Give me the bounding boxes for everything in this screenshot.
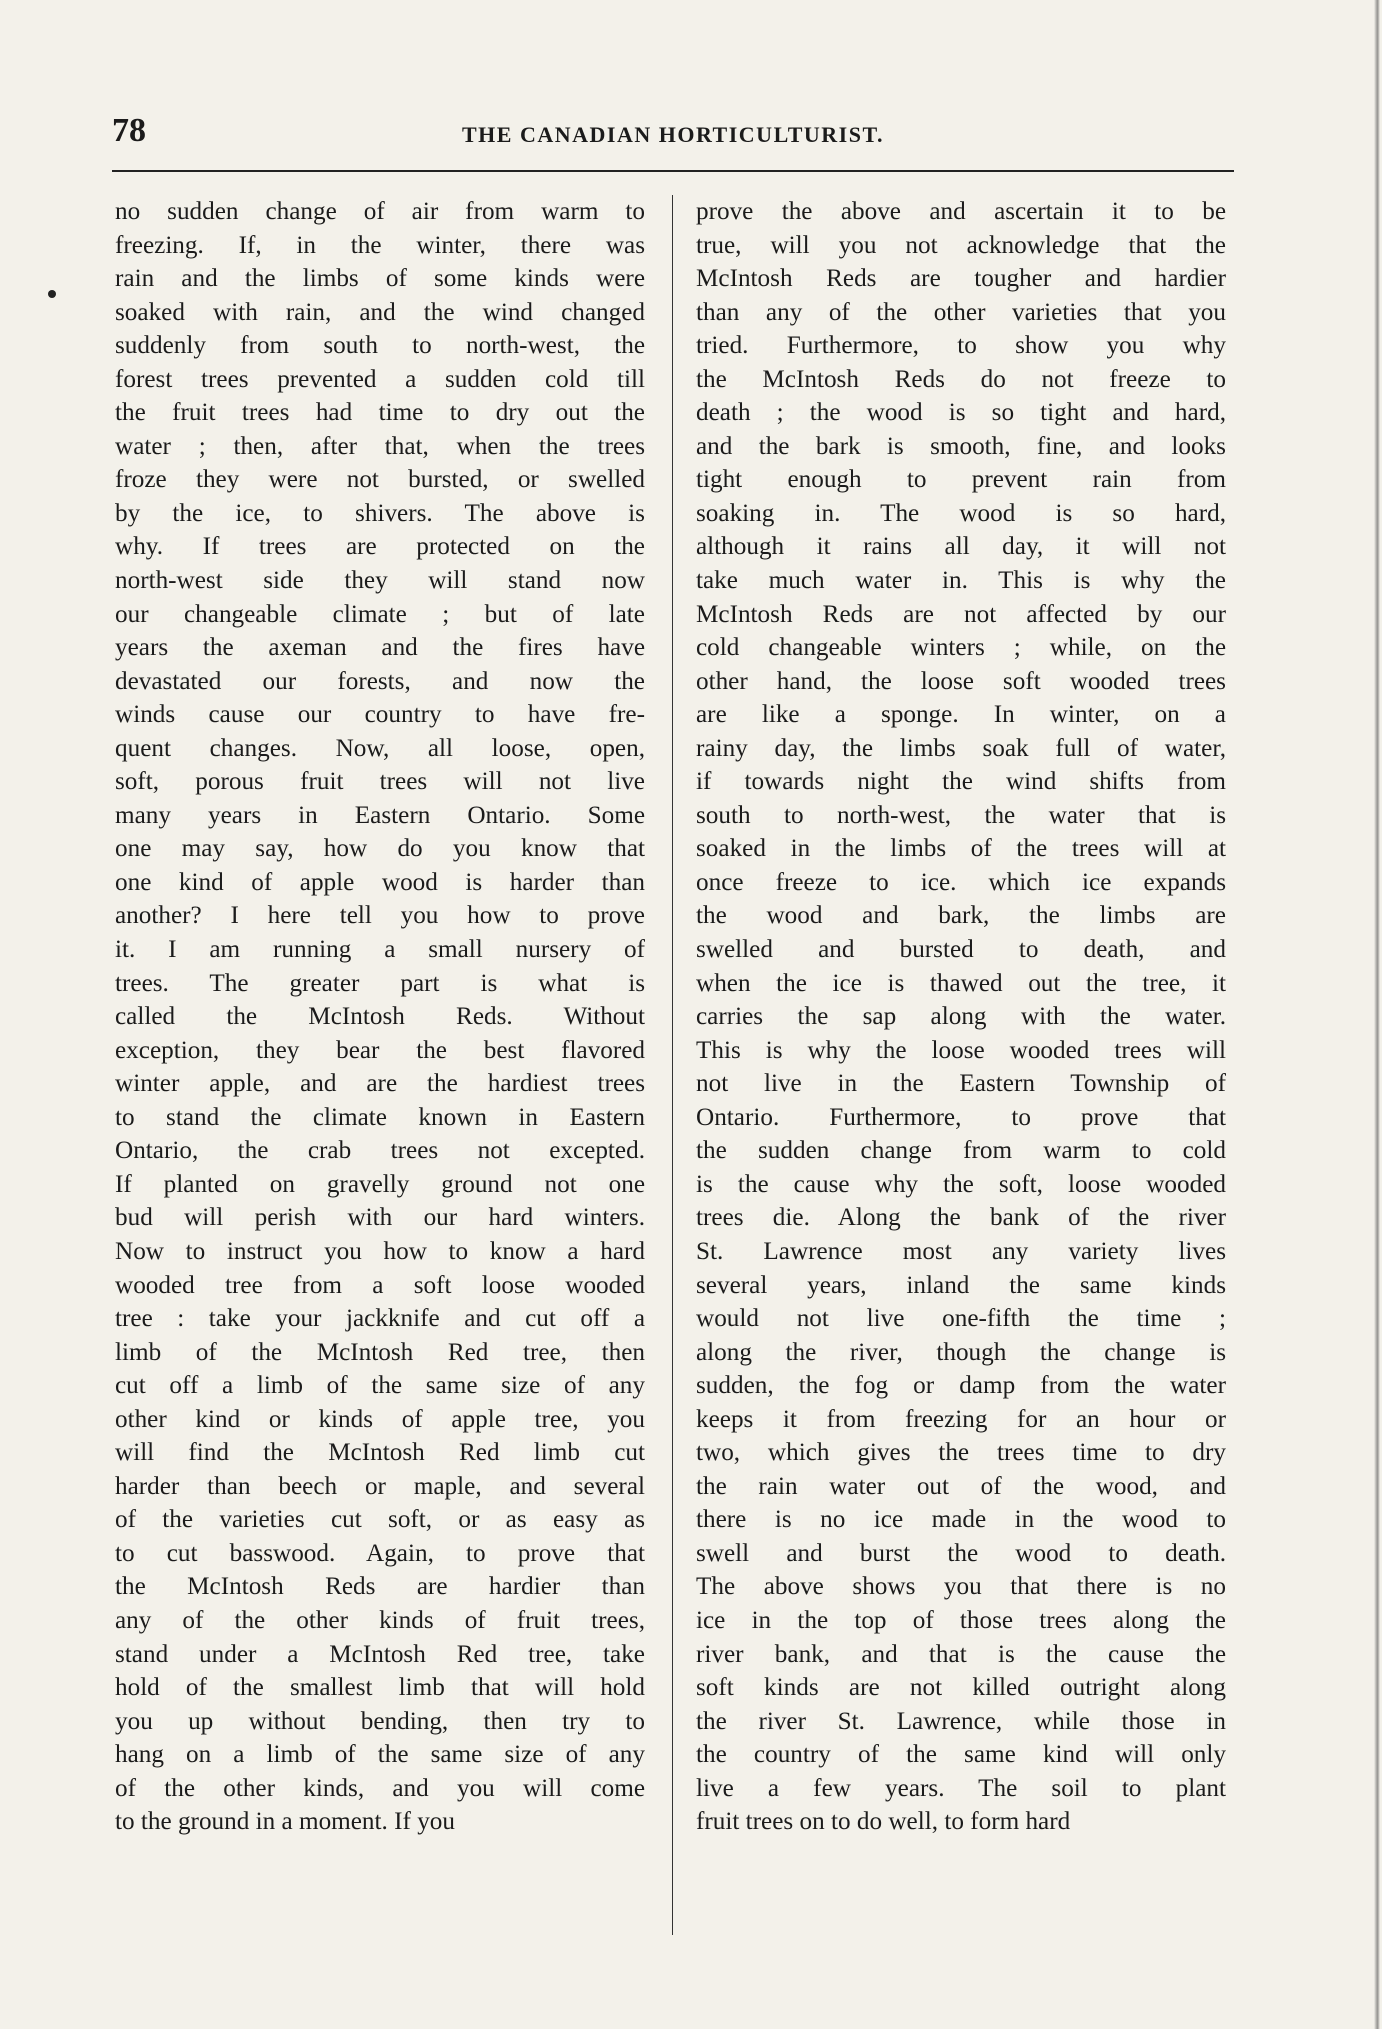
text-line: rainy day, the limbs soak full of water, <box>696 734 1226 762</box>
text-line: to the ground in a moment. If you <box>115 1808 455 1836</box>
text-line: take much water in. This is why the <box>696 567 1226 595</box>
running-title: THE CANADIAN HORTICULTURIST. <box>461 122 885 147</box>
header-rule <box>112 170 1234 172</box>
ink-speck <box>48 290 56 298</box>
text-line: the rain water out of the wood, and <box>696 1472 1226 1500</box>
text-line: soft, porous fruit trees will not live <box>115 768 645 796</box>
text-line: tight enough to prevent rain from <box>696 466 1226 494</box>
text-line: bud will perish with our hard winters. <box>115 1204 645 1232</box>
text-line: trees die. Along the bank of the river <box>696 1204 1226 1232</box>
page-header <box>112 112 1234 156</box>
text-line: freezing. If, in the winter, there was <box>115 231 645 259</box>
text-line: you up without bending, then try to <box>115 1707 645 1735</box>
text-line: wooded tree from a soft loose wooded <box>115 1271 645 1299</box>
text-line: any of the other kinds of fruit trees, <box>115 1606 645 1634</box>
text-line: are like a sponge. In winter, on a <box>696 701 1226 729</box>
text-line: the McIntosh Reds are hardier than <box>115 1573 645 1601</box>
text-line: soft kinds are not killed outright along <box>696 1674 1226 1702</box>
text-line: Now to instruct you how to know a hard <box>115 1237 645 1265</box>
text-line: exception, they bear the best flavored <box>115 1036 645 1064</box>
text-line: of the varieties cut soft, or as easy as <box>115 1506 645 1534</box>
column-divider <box>672 195 673 1935</box>
text-line: the wood and bark, the limbs are <box>696 902 1226 930</box>
text-line: will find the McIntosh Red limb cut <box>115 1439 645 1467</box>
text-line: two, which gives the trees time to dry <box>696 1439 1226 1467</box>
text-line: it. I am running a small nursery of <box>115 936 645 964</box>
text-line: if towards night the wind shifts from <box>696 768 1226 796</box>
text-line: soaked with rain, and the wind changed <box>115 298 645 326</box>
text-line: although it rains all day, it will not <box>696 533 1226 561</box>
text-line: river bank, and that is the cause the <box>696 1640 1226 1668</box>
text-line: trees. The greater part is what is <box>115 969 645 997</box>
text-line: is the cause why the soft, loose wooded <box>696 1170 1226 1198</box>
text-line: If planted on gravelly ground not one <box>115 1170 645 1198</box>
text-line: another? I here tell you how to prove <box>115 902 645 930</box>
text-line: This is why the loose wooded trees will <box>696 1036 1226 1064</box>
text-line: rain and the limbs of some kinds were <box>115 265 645 293</box>
text-line: one may say, how do you know that <box>115 835 645 863</box>
text-line: and the bark is smooth, fine, and looks <box>696 432 1226 460</box>
text-line: to cut basswood. Again, to prove that <box>115 1539 645 1567</box>
text-line: the McIntosh Reds do not freeze to <box>696 365 1226 393</box>
page-number: 78 <box>112 112 146 149</box>
text-line: the sudden change from warm to cold <box>696 1137 1226 1165</box>
text-line: years the axeman and the fires have <box>115 634 645 662</box>
text-line: live a few years. The soil to plant <box>696 1774 1226 1802</box>
text-line: winter apple, and are the hardiest trees <box>115 1070 645 1098</box>
text-line: soaked in the limbs of the trees will at <box>696 835 1226 863</box>
text-line: swelled and bursted to death, and <box>696 936 1226 964</box>
text-line: tree : take your jackknife and cut off a <box>115 1305 645 1333</box>
text-line: carries the sap along with the water. <box>696 1003 1226 1031</box>
text-line: the fruit trees had time to dry out the <box>115 399 645 427</box>
text-line: froze they were not bursted, or swelled <box>115 466 645 494</box>
text-line: ice in the top of those trees along the <box>696 1606 1226 1634</box>
text-line: other kind or kinds of apple tree, you <box>115 1405 645 1433</box>
text-line: once freeze to ice. which ice expands <box>696 868 1226 896</box>
right-column <box>696 195 1226 1839</box>
text-line: no sudden change of air from warm to <box>115 198 645 225</box>
text-line: swell and burst the wood to death. <box>696 1539 1226 1567</box>
text-line: suddenly from south to north-west, the <box>115 332 645 360</box>
text-line: The above shows you that there is no <box>696 1573 1226 1601</box>
text-line: McIntosh Reds are not affected by our <box>696 600 1226 628</box>
text-line: south to north-west, the water that is <box>696 801 1226 829</box>
text-line: sudden, the fog or damp from the water <box>696 1372 1226 1400</box>
text-line: winds cause our country to have fre- <box>115 701 645 729</box>
text-line: our changeable climate ; but of late <box>115 600 645 628</box>
text-line: to stand the climate known in Eastern <box>115 1103 645 1131</box>
page-edge-shadow <box>1374 0 1380 2029</box>
text-line: one kind of apple wood is harder than <box>115 868 645 896</box>
text-line: quent changes. Now, all loose, open, <box>115 734 645 762</box>
text-line: Ontario, the crab trees not excepted. <box>115 1137 645 1165</box>
text-line: water ; then, after that, when the trees <box>115 432 645 460</box>
text-line: limb of the McIntosh Red tree, then <box>115 1338 645 1366</box>
text-line: north-west side they will stand now <box>115 567 645 595</box>
left-column <box>115 195 645 1839</box>
text-line: Ontario. Furthermore, to prove that <box>696 1103 1226 1131</box>
text-line: devastated our forests, and now the <box>115 667 645 695</box>
text-line: hang on a limb of the same size of any <box>115 1741 645 1769</box>
text-line: harder than beech or maple, and several <box>115 1472 645 1500</box>
text-line: the country of the same kind will only <box>696 1741 1226 1769</box>
text-line: called the McIntosh Reds. Without <box>115 1003 645 1031</box>
text-line: many years in Eastern Ontario. Some <box>115 801 645 829</box>
text-line: there is no ice made in the wood to <box>696 1506 1226 1534</box>
text-line: other hand, the loose soft wooded trees <box>696 667 1226 695</box>
text-line: forest trees prevented a sudden cold till <box>115 365 645 393</box>
text-line: along the river, though the change is <box>696 1338 1226 1366</box>
text-line: not live in the Eastern Township of <box>696 1070 1226 1098</box>
text-line: the river St. Lawrence, while those in <box>696 1707 1226 1735</box>
text-line: McIntosh Reds are tougher and hardier <box>696 265 1226 293</box>
text-line: cold changeable winters ; while, on the <box>696 634 1226 662</box>
text-line: true, will you not acknowledge that the <box>696 231 1226 259</box>
text-line: keeps it from freezing for an hour or <box>696 1405 1226 1433</box>
text-line: fruit trees on to do well, to form hard <box>696 1808 1071 1836</box>
text-line: would not live one-fifth the time ; <box>696 1305 1226 1333</box>
text-line: stand under a McIntosh Red tree, take <box>115 1640 645 1668</box>
text-line: several years, inland the same kinds <box>696 1271 1226 1299</box>
text-line: death ; the wood is so tight and hard, <box>696 399 1226 427</box>
text-line: prove the above and ascertain it to be <box>696 198 1226 225</box>
text-line: soaking in. The wood is so hard, <box>696 499 1226 527</box>
text-line: tried. Furthermore, to show you why <box>696 332 1226 360</box>
text-line: when the ice is thawed out the tree, it <box>696 969 1226 997</box>
text-line: St. Lawrence most any variety lives <box>696 1237 1226 1265</box>
text-line: of the other kinds, and you will come <box>115 1774 645 1802</box>
text-line: why. If trees are protected on the <box>115 533 645 561</box>
text-line: by the ice, to shivers. The above is <box>115 499 645 527</box>
text-line: hold of the smallest limb that will hold <box>115 1674 645 1702</box>
text-line: than any of the other varieties that you <box>696 298 1226 326</box>
text-line: cut off a limb of the same size of any <box>115 1372 645 1400</box>
